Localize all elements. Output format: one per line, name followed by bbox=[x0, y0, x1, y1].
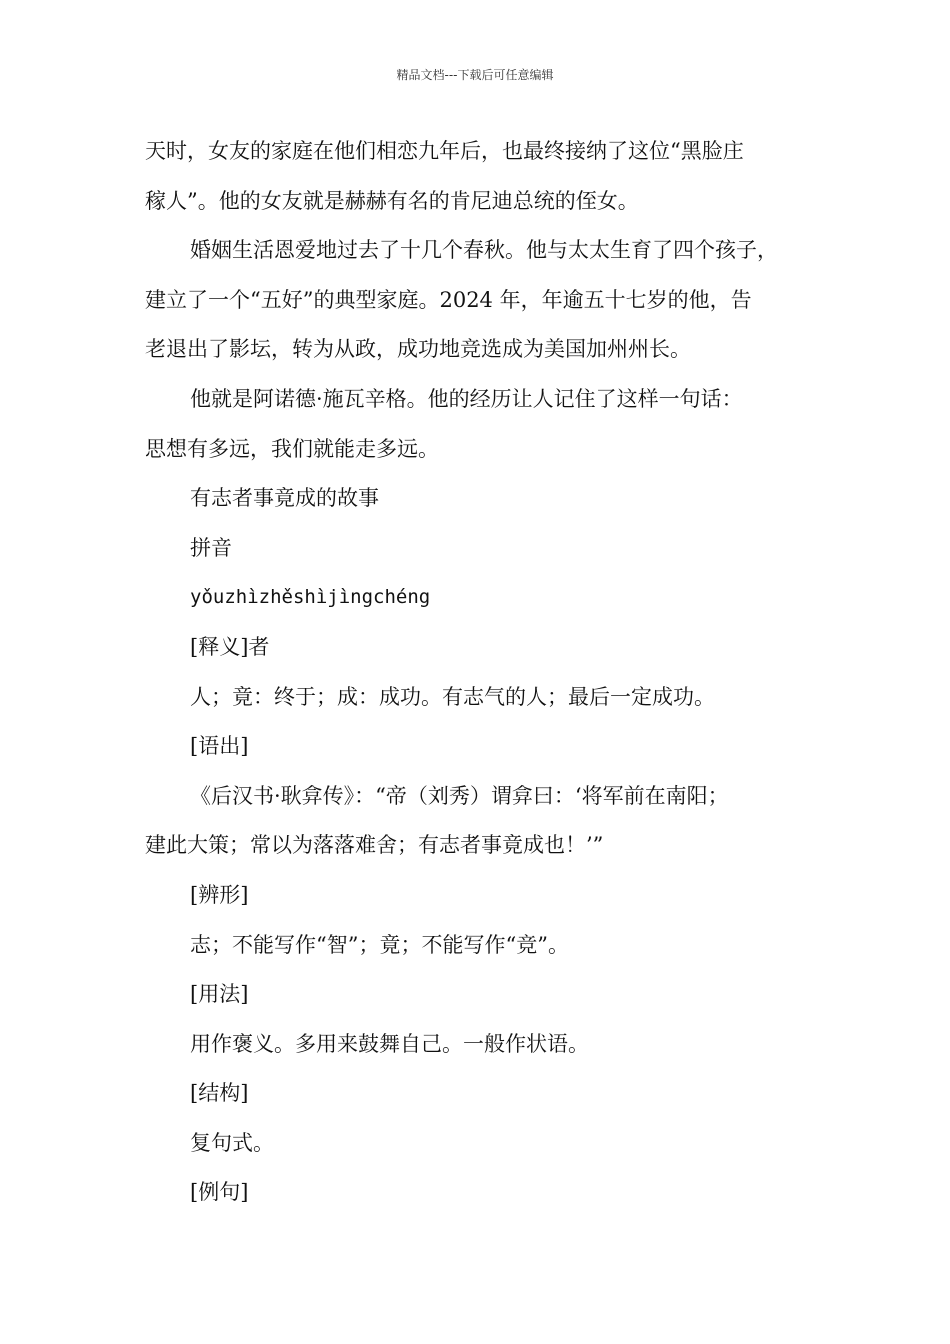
source-heading: [语出] bbox=[190, 734, 249, 759]
definition-heading: [释义]者 bbox=[190, 634, 270, 659]
form-heading: [辨形] bbox=[190, 882, 249, 907]
paragraph-line: 思想有多远，我们就能走多远。 bbox=[145, 436, 439, 461]
usage-heading: [用法] bbox=[190, 982, 249, 1007]
document-body bbox=[145, 127, 835, 1218]
paragraph-line: 婚姻生活恩爱地过去了十几个春秋。他与太太生育了四个孩子， bbox=[190, 238, 778, 263]
paragraph-line: 建立了一个“五好”的典型家庭。2024 年，年逾五十七岁的他，告 bbox=[145, 287, 752, 312]
structure-text: 复句式。 bbox=[190, 1130, 274, 1155]
structure-heading: [结构] bbox=[190, 1081, 249, 1106]
pinyin-heading: 拼音 bbox=[190, 535, 232, 560]
paragraph-line: 老退出了影坛，转为从政，成功地竞选成为美国加州州长。 bbox=[145, 337, 691, 362]
source-text: 建此大策；常以为落落难舍；有志者事竟成也！’” bbox=[145, 833, 604, 858]
paragraph-line: 天时，女友的家庭在他们相恋九年后，也最终接纳了这位“黑脸庄 bbox=[145, 139, 744, 163]
source-text: 《后汉书·耿弇传》：“帝（刘秀）谓弇曰：‘将军前在南阳； bbox=[190, 783, 729, 808]
section-title: 有志者事竟成的故事 bbox=[190, 486, 379, 511]
usage-text: 用作褒义。多用来鼓舞自己。一般作状语。 bbox=[190, 1031, 589, 1056]
form-text: 志；不能写作“智”；竟；不能写作“竞”。 bbox=[190, 932, 569, 957]
page-header: 精品文档---下载后可任意编辑 bbox=[396, 68, 554, 82]
definition-text: 人；竟：终于；成：成功。有志气的人；最后一定成功。 bbox=[190, 684, 715, 709]
paragraph-line: 稼人”。他的女友就是赫赫有名的肯尼迪总统的侄女。 bbox=[145, 188, 639, 213]
paragraph-line: 他就是阿诺德·施瓦辛格。他的经历让人记住了这样一句话： bbox=[190, 386, 743, 411]
example-heading: [例句] bbox=[190, 1180, 249, 1205]
pinyin-text: yǒuzhìzhěshìjìngchéng bbox=[190, 586, 431, 609]
